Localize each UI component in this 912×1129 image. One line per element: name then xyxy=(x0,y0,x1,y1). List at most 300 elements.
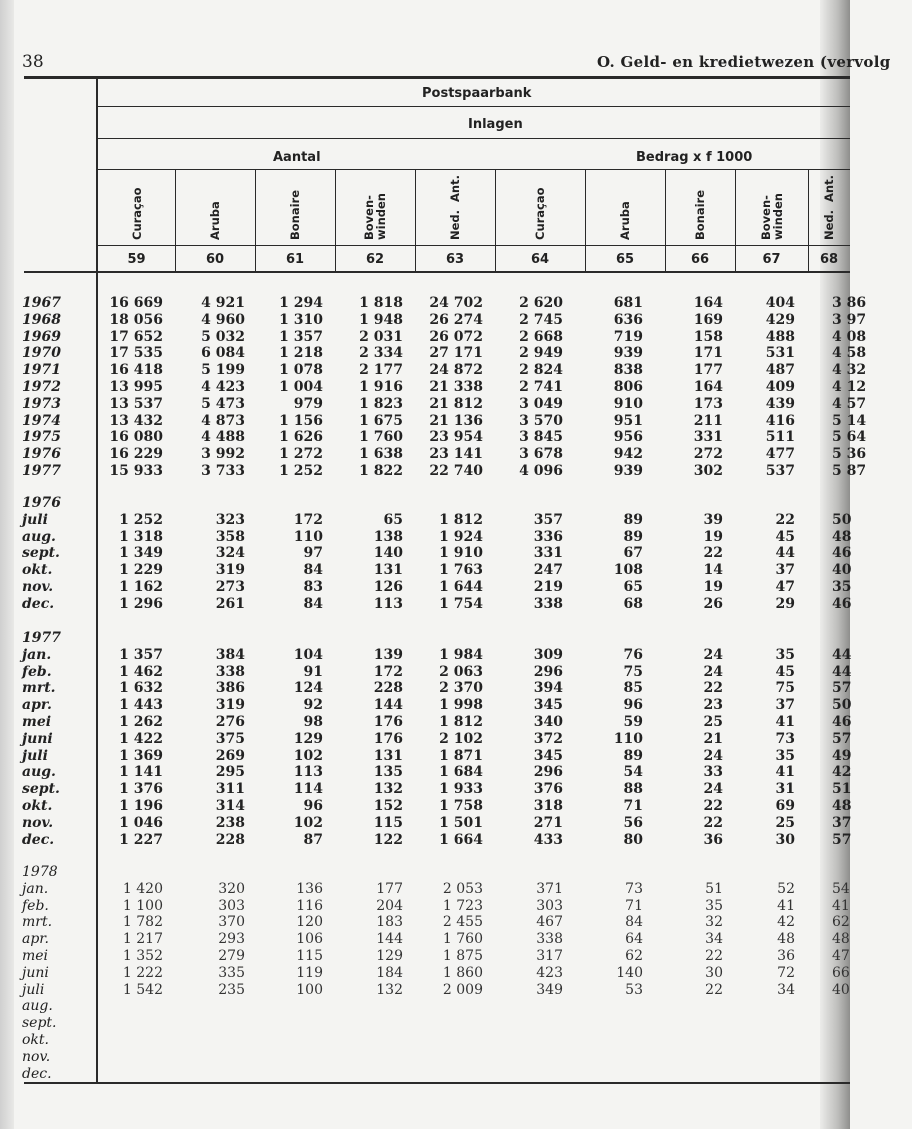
table-cell: 26 274 xyxy=(429,311,483,328)
table-cell: 1 812 xyxy=(439,511,483,528)
table-cell: 4 960 xyxy=(201,311,245,328)
table-cell: 4 57 xyxy=(832,395,867,412)
table-cell: 1 684 xyxy=(439,764,483,781)
table-cell: 41 xyxy=(775,764,795,781)
table-cell: 22 xyxy=(703,798,723,814)
table-cell: 27 171 xyxy=(429,345,483,362)
table-cell: 44 xyxy=(832,663,852,680)
header-rule xyxy=(98,245,850,246)
table-cell: 302 xyxy=(693,463,723,479)
table-cell: 1 916 xyxy=(359,379,403,395)
table-cell: 84 xyxy=(625,914,643,931)
table-cell: 24 xyxy=(703,646,723,663)
table-cell: 376 xyxy=(533,781,563,798)
header-aantal: Aantal xyxy=(273,150,321,165)
table-cell: 119 xyxy=(296,964,323,981)
table-cell: 48 xyxy=(832,931,850,948)
table-cell: 140 xyxy=(373,545,403,562)
table-cell: 22 740 xyxy=(429,463,483,479)
table-cell: 132 xyxy=(373,781,403,798)
table-cell: 1 294 xyxy=(279,295,323,311)
table-cell: 98 xyxy=(303,714,323,730)
table-cell: 71 xyxy=(623,798,643,814)
table-cell: 1 443 xyxy=(119,697,163,714)
row-label: dec. xyxy=(22,595,55,612)
table-cell: 1 078 xyxy=(279,362,323,379)
table-cell: 110 xyxy=(613,730,643,747)
column-divider xyxy=(415,170,416,271)
column-header-label: Curaçao xyxy=(533,187,547,240)
row-label: juni xyxy=(22,964,49,981)
table-cell: 14 xyxy=(703,562,723,579)
header-bottom-rule xyxy=(24,271,850,273)
column-number: 61 xyxy=(285,252,305,267)
table-cell: 171 xyxy=(693,345,723,362)
table-cell: 1 218 xyxy=(279,345,323,362)
table-cell: 488 xyxy=(765,328,795,345)
table-cell: 340 xyxy=(533,714,563,730)
table-cell: 1 252 xyxy=(279,463,323,479)
table-cell: 24 xyxy=(703,781,723,798)
table-cell: 3 845 xyxy=(519,429,563,446)
column-divider xyxy=(585,170,586,271)
table-cell: 45 xyxy=(775,663,795,680)
table-cell: 1 162 xyxy=(119,579,163,595)
table-cell: 4 32 xyxy=(832,362,867,379)
row-label: mrt. xyxy=(22,680,56,697)
table-cell: 69 xyxy=(775,798,795,814)
column-header-label: Aruba xyxy=(208,201,222,240)
table-cell: 1 376 xyxy=(119,781,163,798)
table-cell: 126 xyxy=(373,579,403,595)
table-cell: 25 xyxy=(703,714,723,730)
table-cell: 3 733 xyxy=(201,463,245,479)
row-label: aug. xyxy=(22,528,56,545)
table-cell: 17 652 xyxy=(109,328,163,345)
table-cell: 433 xyxy=(533,831,563,848)
table-cell: 68 xyxy=(623,595,643,612)
table-cell: 719 xyxy=(613,328,643,345)
row-label: 1971 xyxy=(22,362,61,379)
table-cell: 132 xyxy=(376,981,403,998)
header-bedrag: Bedrag x f 1000 xyxy=(636,150,753,165)
table-cell: 1 349 xyxy=(119,545,163,562)
table-cell: 5 36 xyxy=(832,446,867,463)
table-cell: 96 xyxy=(303,798,323,814)
table-cell: 531 xyxy=(765,345,795,362)
table-cell: 1 875 xyxy=(442,948,483,964)
table-cell: 22 xyxy=(775,511,795,528)
table-cell: 89 xyxy=(623,511,643,528)
table-cell: 97 xyxy=(303,545,323,562)
table-cell: 1 501 xyxy=(439,814,483,831)
table-cell: 358 xyxy=(215,528,245,545)
table-cell: 96 xyxy=(623,697,643,714)
table-cell: 228 xyxy=(373,680,403,697)
row-label: feb. xyxy=(22,897,49,914)
table-cell: 75 xyxy=(775,680,795,697)
table-cell: 1 924 xyxy=(439,528,483,545)
table-cell: 19 xyxy=(703,528,723,545)
table-cell: 204 xyxy=(376,897,403,914)
table-cell: 24 872 xyxy=(429,362,483,379)
table-cell: 67 xyxy=(623,545,643,562)
table-cell: 2 031 xyxy=(359,328,403,345)
table-cell: 73 xyxy=(775,730,795,747)
table-cell: 345 xyxy=(533,697,563,714)
table-cell: 45 xyxy=(775,528,795,545)
row-label: dec. xyxy=(22,831,55,848)
table-cell: 26 072 xyxy=(429,328,483,345)
table-cell: 357 xyxy=(533,511,563,528)
table-cell: 91 xyxy=(303,663,323,680)
table-cell: 176 xyxy=(373,714,403,730)
table-cell: 3 678 xyxy=(519,446,563,463)
table-cell: 2 620 xyxy=(519,295,563,311)
table-cell: 303 xyxy=(218,897,245,914)
table-cell: 116 xyxy=(296,897,323,914)
table-cell: 1 758 xyxy=(439,798,483,814)
table-cell: 110 xyxy=(293,528,323,545)
table-cell: 1 252 xyxy=(119,511,163,528)
table-cell: 5 199 xyxy=(201,362,245,379)
table-cell: 3 049 xyxy=(519,395,563,412)
table-cell: 115 xyxy=(296,948,323,964)
table-cell: 247 xyxy=(533,562,563,579)
table-cell: 65 xyxy=(623,579,643,595)
table-cell: 136 xyxy=(296,880,323,897)
table-cell: 48 xyxy=(832,528,852,545)
table-cell: 939 xyxy=(613,463,643,479)
table-cell: 5 14 xyxy=(832,412,867,429)
table-cell: 37 xyxy=(775,697,795,714)
table-cell: 636 xyxy=(613,311,643,328)
row-label: 1967 xyxy=(22,295,61,311)
table-cell: 942 xyxy=(613,446,643,463)
table-cell: 1 196 xyxy=(119,798,163,814)
table-cell: 219 xyxy=(533,579,563,595)
table-cell: 317 xyxy=(536,948,563,964)
table-cell: 23 xyxy=(703,697,723,714)
table-cell: 183 xyxy=(376,914,403,931)
table-cell: 41 xyxy=(777,897,795,914)
table-cell: 56 xyxy=(623,814,643,831)
table-cell: 172 xyxy=(293,511,323,528)
header-rule xyxy=(98,169,850,170)
table-cell: 57 xyxy=(832,730,852,747)
table-cell: 1 422 xyxy=(119,730,163,747)
table-cell: 910 xyxy=(613,395,643,412)
table-cell: 34 xyxy=(705,931,723,948)
top-rule xyxy=(24,76,850,79)
table-cell: 83 xyxy=(303,579,323,595)
table-cell: 5 87 xyxy=(832,463,867,479)
table-cell: 42 xyxy=(832,764,852,781)
row-label: jan. xyxy=(22,646,52,663)
table-cell: 139 xyxy=(373,646,403,663)
table-cell: 1 156 xyxy=(279,412,323,429)
table-cell: 40 xyxy=(832,981,850,998)
table-cell: 144 xyxy=(373,697,403,714)
table-cell: 89 xyxy=(623,747,643,764)
table-cell: 303 xyxy=(536,897,563,914)
table-cell: 4 58 xyxy=(832,345,867,362)
row-label: nov. xyxy=(22,814,54,831)
row-label: okt. xyxy=(22,562,53,579)
header-inlagen: Inlagen xyxy=(468,117,523,132)
table-cell: 336 xyxy=(533,528,563,545)
table-cell: 176 xyxy=(373,730,403,747)
table-cell: 131 xyxy=(373,562,403,579)
table-cell: 5 64 xyxy=(832,429,867,446)
table-cell: 23 141 xyxy=(429,446,483,463)
table-cell: 335 xyxy=(218,964,245,981)
table-cell: 34 xyxy=(777,981,795,998)
table-cell: 22 xyxy=(705,981,723,998)
row-label: mei xyxy=(22,948,49,964)
bottom-rule xyxy=(24,1082,850,1084)
table-cell: 1 310 xyxy=(279,311,323,328)
table-cell: 50 xyxy=(832,697,852,714)
table-cell: 169 xyxy=(693,311,723,328)
table-cell: 184 xyxy=(376,964,403,981)
table-cell: 1 141 xyxy=(119,764,163,781)
row-label: 1976 xyxy=(22,446,61,463)
table-cell: 62 xyxy=(832,914,850,931)
table-cell: 338 xyxy=(536,931,563,948)
table-cell: 1 760 xyxy=(359,429,403,446)
table-cell: 2 949 xyxy=(519,345,563,362)
group-heading: 1977 xyxy=(22,630,61,646)
table-cell: 2 334 xyxy=(359,345,403,362)
table-cell: 323 xyxy=(215,511,245,528)
column-header-label: Ned. Ant. xyxy=(448,175,462,240)
table-cell: 1 823 xyxy=(359,395,403,412)
column-header-label: Bonaire xyxy=(693,189,707,240)
table-cell: 44 xyxy=(832,646,852,663)
table-cell: 177 xyxy=(376,880,403,897)
table-cell: 370 xyxy=(218,914,245,931)
table-cell: 511 xyxy=(765,429,795,446)
table-cell: 228 xyxy=(215,831,245,848)
column-divider xyxy=(735,170,736,271)
table-cell: 1 638 xyxy=(359,446,403,463)
table-cell: 3 992 xyxy=(201,446,245,463)
table-cell: 1 227 xyxy=(119,831,163,848)
table-cell: 319 xyxy=(215,697,245,714)
table-cell: 4 12 xyxy=(832,379,867,395)
column-number: 60 xyxy=(205,252,225,267)
page-number: 38 xyxy=(22,52,44,72)
table-cell: 13 537 xyxy=(109,395,163,412)
header-rule xyxy=(98,138,850,139)
table-cell: 272 xyxy=(693,446,723,463)
row-label: 1974 xyxy=(22,412,61,429)
table-cell: 3 97 xyxy=(832,311,867,328)
table-cell: 21 338 xyxy=(429,379,483,395)
table-cell: 375 xyxy=(215,730,245,747)
table-cell: 65 xyxy=(383,511,403,528)
column-header-label: Aruba xyxy=(618,201,632,240)
table-cell: 261 xyxy=(215,595,245,612)
column-divider xyxy=(665,170,666,271)
table-cell: 35 xyxy=(705,897,723,914)
table-cell: 41 xyxy=(775,714,795,730)
table-cell: 1 222 xyxy=(122,964,163,981)
row-label: 1968 xyxy=(22,311,61,328)
table-cell: 1 462 xyxy=(119,663,163,680)
table-cell: 979 xyxy=(293,395,323,412)
table-cell: 46 xyxy=(832,545,852,562)
table-cell: 42 xyxy=(777,914,795,931)
table-cell: 372 xyxy=(533,730,563,747)
table-cell: 838 xyxy=(613,362,643,379)
table-cell: 269 xyxy=(215,747,245,764)
table-cell: 1 675 xyxy=(359,412,403,429)
table-cell: 35 xyxy=(775,646,795,663)
table-cell: 35 xyxy=(832,579,852,595)
table-cell: 271 xyxy=(533,814,563,831)
table-cell: 15 933 xyxy=(109,463,163,479)
table-cell: 394 xyxy=(533,680,563,697)
row-label: juni xyxy=(22,730,53,747)
table-cell: 537 xyxy=(765,463,795,479)
row-label: aug. xyxy=(22,998,53,1015)
table-cell: 2 455 xyxy=(442,914,483,931)
table-cell: 92 xyxy=(303,697,323,714)
table-cell: 71 xyxy=(625,897,643,914)
table-cell: 1 782 xyxy=(122,914,163,931)
table-cell: 80 xyxy=(623,831,643,848)
row-label: sept. xyxy=(22,781,60,798)
column-number: 67 xyxy=(762,252,781,267)
table-cell: 1 984 xyxy=(439,646,483,663)
table-cell: 35 xyxy=(775,747,795,764)
table-cell: 25 xyxy=(775,814,795,831)
table-cell: 73 xyxy=(625,880,643,897)
table-cell: 89 xyxy=(623,528,643,545)
table-cell: 16 418 xyxy=(109,362,163,379)
table-cell: 273 xyxy=(215,579,245,595)
table-cell: 177 xyxy=(693,362,723,379)
table-cell: 62 xyxy=(625,948,643,964)
table-cell: 1 998 xyxy=(439,697,483,714)
table-cell: 36 xyxy=(777,948,795,964)
table-cell: 349 xyxy=(536,981,563,998)
table-cell: 84 xyxy=(303,562,323,579)
table-cell: 1 664 xyxy=(439,831,483,848)
table-cell: 54 xyxy=(623,764,643,781)
table-cell: 64 xyxy=(625,931,643,948)
table-cell: 2 741 xyxy=(519,379,563,395)
group-heading: 1978 xyxy=(22,864,58,880)
table-cell: 13 432 xyxy=(109,412,163,429)
table-cell: 345 xyxy=(533,747,563,764)
column-number: 65 xyxy=(615,252,635,267)
table-cell: 1 812 xyxy=(439,714,483,730)
table-cell: 104 xyxy=(293,646,323,663)
table-cell: 1 272 xyxy=(279,446,323,463)
column-number: 63 xyxy=(445,252,465,267)
table-cell: 172 xyxy=(373,663,403,680)
row-label: 1977 xyxy=(22,463,61,479)
table-cell: 50 xyxy=(832,511,852,528)
table-cell: 2 668 xyxy=(519,328,563,345)
table-cell: 1 723 xyxy=(442,897,483,914)
column-header-label: Bonaire xyxy=(288,189,302,240)
table-cell: 409 xyxy=(765,379,795,395)
table-cell: 22 xyxy=(703,680,723,697)
table-cell: 24 702 xyxy=(429,295,483,311)
row-label: jan. xyxy=(22,880,49,897)
table-cell: 1 046 xyxy=(119,814,163,831)
row-label: sept. xyxy=(22,1015,57,1032)
table-cell: 319 xyxy=(215,562,245,579)
row-label: nov. xyxy=(22,579,54,595)
table-cell: 404 xyxy=(765,295,795,311)
table-cell: 1 229 xyxy=(119,562,163,579)
table-cell: 18 056 xyxy=(109,311,163,328)
table-cell: 85 xyxy=(623,680,643,697)
table-cell: 29 xyxy=(775,595,795,612)
table-cell: 1 217 xyxy=(122,931,163,948)
table-cell: 296 xyxy=(533,764,563,781)
table-cell: 1 100 xyxy=(122,897,163,914)
table-cell: 22 xyxy=(703,814,723,831)
column-number: 66 xyxy=(690,252,710,267)
column-number: 68 xyxy=(819,252,839,267)
table-cell: 54 xyxy=(832,880,850,897)
table-cell: 51 xyxy=(705,880,723,897)
row-label: 1972 xyxy=(22,379,61,395)
table-cell: 59 xyxy=(623,714,643,730)
table-cell: 4 423 xyxy=(201,379,245,395)
row-label: dec. xyxy=(22,1065,52,1082)
table-cell: 23 954 xyxy=(429,429,483,446)
column-divider xyxy=(335,170,336,271)
table-cell: 3 570 xyxy=(519,412,563,429)
table-cell: 276 xyxy=(215,714,245,730)
table-cell: 115 xyxy=(373,814,403,831)
table-cell: 318 xyxy=(533,798,563,814)
row-label: apr. xyxy=(22,697,52,714)
table-cell: 72 xyxy=(777,964,795,981)
table-cell: 295 xyxy=(215,764,245,781)
table-cell: 429 xyxy=(765,311,795,328)
row-label: juli xyxy=(22,747,48,764)
table-cell: 324 xyxy=(215,545,245,562)
table-cell: 4 08 xyxy=(832,328,867,345)
table-cell: 37 xyxy=(775,562,795,579)
table-cell: 386 xyxy=(215,680,245,697)
table-cell: 31 xyxy=(775,781,795,798)
table-cell: 1 754 xyxy=(439,595,483,612)
table-cell: 66 xyxy=(832,964,850,981)
table-cell: 88 xyxy=(623,781,643,798)
table-cell: 53 xyxy=(625,981,643,998)
table-cell: 158 xyxy=(693,328,723,345)
table-cell: 2 053 xyxy=(442,880,483,897)
table-cell: 4 873 xyxy=(201,412,245,429)
column-number: 59 xyxy=(127,252,146,267)
table-cell: 2 824 xyxy=(519,362,563,379)
table-cell: 41 xyxy=(832,897,850,914)
table-cell: 681 xyxy=(613,295,643,311)
table-cell: 140 xyxy=(616,964,643,981)
table-cell: 47 xyxy=(775,579,795,595)
column-number: 64 xyxy=(530,252,550,267)
row-label: juli xyxy=(22,981,45,998)
